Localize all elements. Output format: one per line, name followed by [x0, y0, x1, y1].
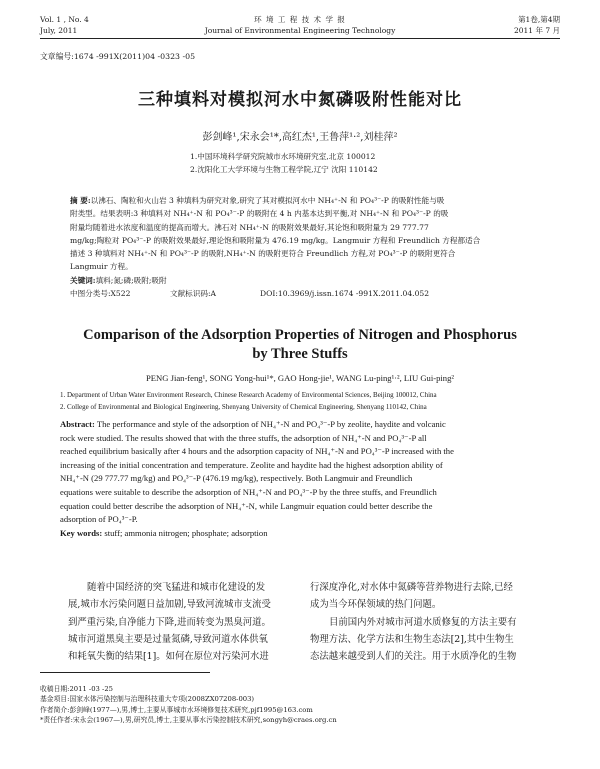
keywords-cn: 填料;氮;磷;吸附;吸附: [95, 275, 167, 285]
abstract-en-line: equation could better describe the adsorption of NH₄⁺-N, while Langmuir equation could better describe the: [60, 500, 433, 511]
header-rule: [40, 38, 560, 39]
header-date-cn: 2011 年 7 月: [513, 26, 560, 35]
footnotes: [40, 684, 560, 726]
affiliation-cn-2: 2.沈阳化工大学环境与生物工程学院,辽宁 沈阳 110142: [190, 165, 378, 174]
abstract-en-line: The performance and style of the adsorption of NH₄⁺-N and PO₄³⁻-P by zeolite, haydite and volcanic: [96, 419, 446, 429]
header-issue-cn: 第1卷,第4期: [518, 15, 560, 24]
body-paragraph: 到严重污染,自净能力下降,进而转变为黑臭河道。: [68, 616, 271, 628]
abstract-en-label: Abstract:: [60, 419, 95, 429]
abstract-cn: [70, 194, 540, 300]
affiliation-cn-1: 1.中国环境科学研究院城市水环境研究室,北京 100012: [190, 152, 376, 161]
abstract-en-line: increasing of the initial concentration and temperature. Zeolite and haydite had the highest adsorption ability of: [60, 459, 443, 470]
affiliation-en-2: 2. College of Environmental and Biological Engineering, Shenyang University of Chemical Engineering, Shenyang 110142, China: [60, 403, 427, 411]
header-journal-en: Journal of Environmental Engineering Technology: [204, 26, 396, 35]
abstract-en-line: NH₄⁺-N (29 777.77 mg/kg) and PO₄³⁻-P (476.19 mg/kg), respectively. Both Langmuir and Freundlich: [60, 473, 413, 484]
body-column-right: [310, 579, 560, 665]
abstract-en-line: reached equilibrium basically after 4 hours and the adsorption capacity of NH₄⁺-N and PO₄³⁻-P increased with the: [60, 446, 454, 457]
header-date: July, 2011: [40, 26, 78, 35]
header-journal-cn: 环 境 工 程 技 术 学 报: [254, 15, 346, 24]
abstract-en: [60, 418, 560, 540]
footnote-funding: 基金项目:国家水体污染控制与治理科技重大专项(2008ZX07208-003): [40, 695, 255, 704]
classification-line: [70, 287, 540, 300]
title-en-line-2: by Three Stuffs: [252, 346, 348, 362]
body-paragraph: 和耗氧失衡的结果[1]。如何在原位对污染河水进: [68, 651, 269, 663]
doi: DOI:10.3969/j.issn.1674 -991X.2011.04.052: [260, 289, 430, 299]
footnote-corresponding: *责任作者:宋永会(1967—),男,研究员,博士,主要从事水污染控制技术研究,songyh@craes.org.cn: [40, 716, 337, 725]
abstract-cn-label: 摘 要:: [70, 196, 91, 205]
affiliations-cn: [190, 150, 378, 176]
abstract-en-line: adsorption of PO₄³⁻-P.: [60, 514, 138, 525]
body-paragraph: 态法越来越受到人们的关注。用于水质净化的生物: [310, 651, 517, 663]
clc-number: 中图分类号:X522: [70, 289, 131, 299]
header-right: [514, 14, 560, 36]
body-paragraph: 行深度净化,对水体中氮磷等营养物进行去除,已经: [310, 582, 513, 593]
document-code: 文献标识码:A: [170, 289, 217, 299]
keywords-en: stuff; ammonia nitrogen; phosphate; adsorption: [104, 527, 268, 538]
authors-en: PENG Jian-feng¹, SONG Yong-hui¹*, GAO Hong-jie¹, WANG Lu-ping¹·², LIU Gui-ping²: [146, 373, 454, 383]
affiliation-en-1: 1. Department of Urban Water Environment Research, Chinese Research Academy of Environmental Sciences, Beijing 100012, China: [60, 391, 437, 399]
title-cn: 三种填料对模拟河水中氮磷吸附性能对比: [138, 90, 462, 110]
authors-cn: 彭剑峰¹,宋永会¹*,高红杰¹,王鲁萍¹·²,刘桂萍²: [202, 132, 398, 143]
abstract-cn-line: 附量均随着进水浓度和温度的提高而增大。沸石对 NH₄⁺-N 的吸附效果最好,其论饱和吸附量为 29 777.77: [70, 222, 429, 232]
title-en-line-1: Comparison of the Adsorption Properties of Nitrogen and Phosphorus: [83, 327, 517, 343]
keywords-en-label: Key words:: [60, 527, 103, 538]
body-paragraph: 展,城市水污染问题日益加剧,导致河流城市支流受: [68, 599, 271, 611]
title-en: [0, 326, 600, 364]
body-paragraph: 随着中国经济的突飞猛进和城市化建设的发: [87, 582, 266, 593]
body-column-left: [68, 579, 308, 665]
abstract-en-line: rock were studied. The results showed that with the three stuffs, the adsorption of NH₄⁺-N and PO₄³⁻-P all: [60, 432, 427, 443]
affiliations-en: [60, 389, 565, 413]
footnote-rule: [40, 672, 210, 673]
body-paragraph: 物理方法、化学方法和生物生态法[2],其中生物生: [310, 633, 514, 645]
abstract-cn-line: Langmuir 方程。: [70, 262, 133, 272]
body-paragraph: 目前国内外对城市河道水质修复的方法主要有: [329, 616, 517, 628]
keywords-cn-label: 关键词:: [70, 275, 96, 285]
footnote-author: 作者简介:彭剑峰(1977—),男,博士,主要从事城市水环境修复技术研究,pjf1995@163.com: [40, 705, 313, 714]
body-paragraph: 成为当今环保领域的热门问题。: [310, 599, 442, 611]
footnote-received: 收稿日期:2011 -03 -25: [40, 685, 113, 693]
header-volume: Vol. 1 , No. 4: [40, 15, 89, 24]
abstract-en-line: equations were suitable to describe the adsorption of NH₄⁺-N and PO₄³⁻-P by the three stuffs, and Freundlich: [60, 486, 437, 497]
body-paragraph: 城市河道黑臭主要是过量氮磷,导致河道水体供氧: [68, 633, 268, 645]
article-number: 文章编号:1674 -991X(2011)04 -0323 -05: [40, 52, 196, 61]
abstract-cn-line: mg/kg;陶粒对 PO₄³⁻-P 的吸附效果最好,理论饱和吸附量为 476.19 mg/kg。Langmuir 方程和 Freundlich 方程都适合: [70, 235, 481, 245]
header-center: [0, 14, 600, 36]
abstract-cn-line: 以沸石、陶粒和火山岩 3 种填料为研究对象,研究了其对模拟河水中 NH₄⁺-N 和 PO₄³⁻-P 的吸附性能与吸: [90, 196, 445, 205]
abstract-cn-line: 描述 3 种填料对 NH₄⁺-N 和 PO₄³⁻-P 的吸附,NH₄⁺-N 的吸附更符合 Freundlich 方程,对 PO₄³⁻-P 的吸附更符合: [70, 249, 456, 259]
abstract-cn-line: 附类型。结果表明:3 种填料对 NH₄⁺-N 和 PO₄³⁻-P 的吸附在 4 h 内基本达到平衡,对 NH₄⁺-N 和 PO₄³⁻-P 的吸: [70, 209, 449, 219]
